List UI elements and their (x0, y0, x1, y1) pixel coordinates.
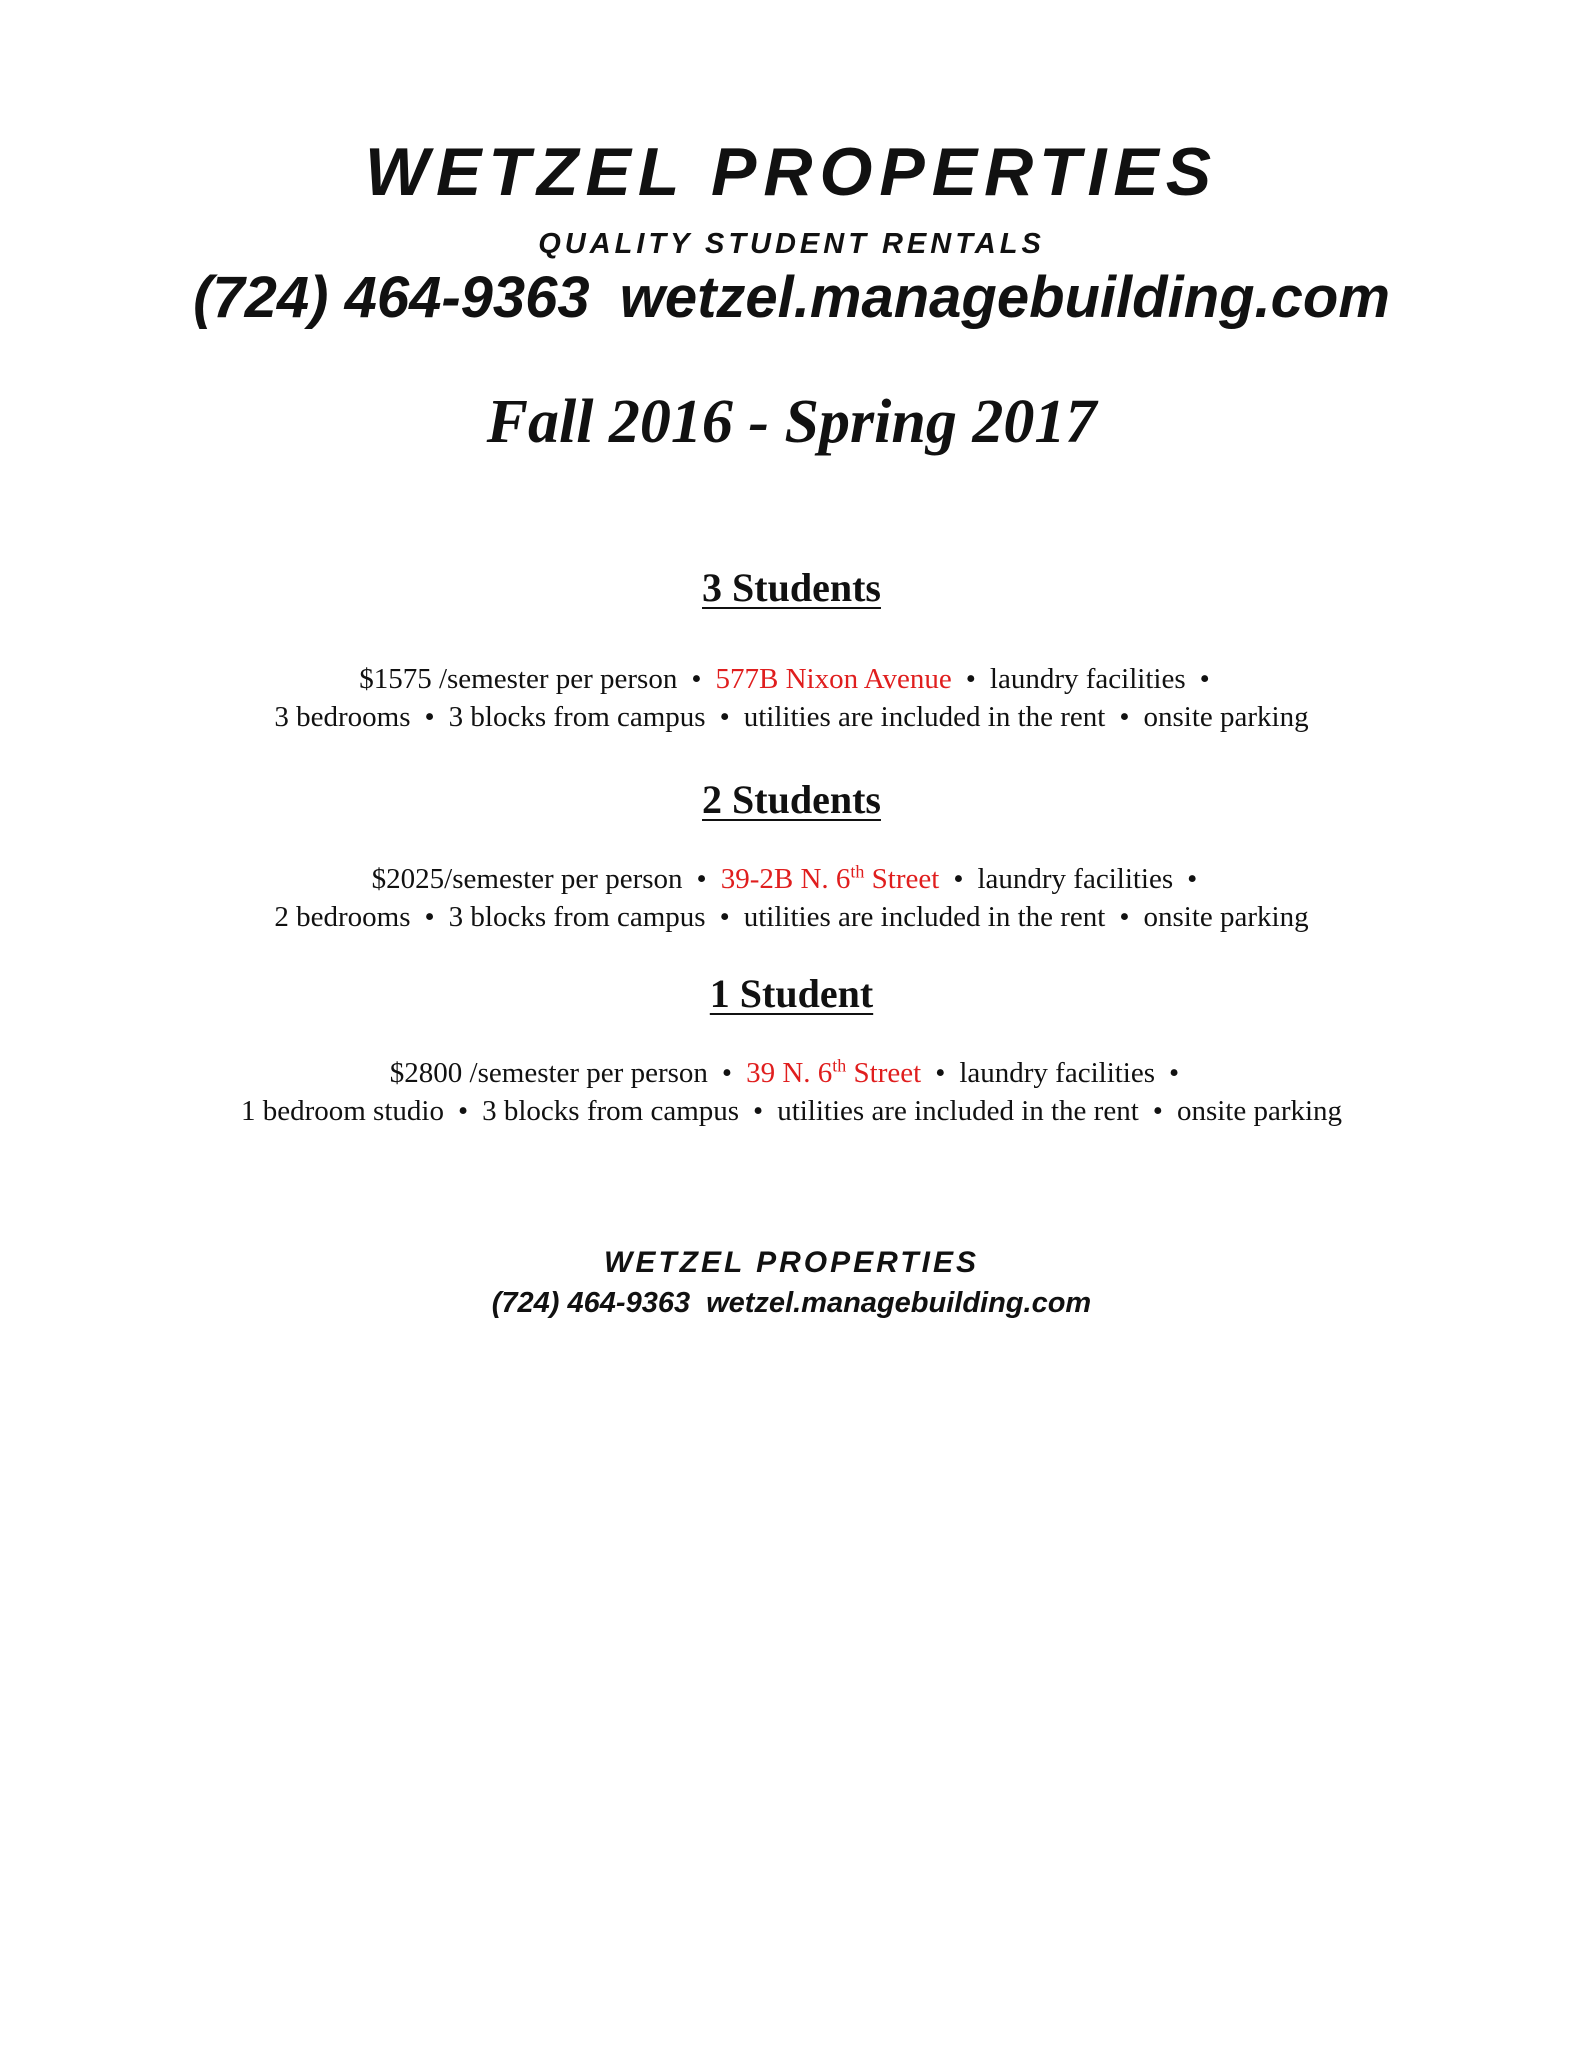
listing-heading: 1 Student (709, 971, 874, 1016)
parking: onsite parking (1176, 1095, 1343, 1127)
listing-line-1: $1575 /semester per person • 577B Nixon Avenue • laundry facilities • (359, 663, 1210, 695)
listing-line-2: 1 bedroom studio • 3 blocks from campus • utilities are included in the rent • onsite parking (240, 1095, 1343, 1127)
utilities: utilities are included in the rent (777, 1095, 1139, 1127)
utilities: utilities are included in the rent (743, 701, 1106, 733)
footer-contact-line (0, 1288, 1583, 1320)
address: 39 N. 6th Street (746, 1055, 922, 1089)
season-title: Fall 2016 - Spring 2017 (486, 388, 1097, 456)
parking: onsite parking (1143, 901, 1309, 933)
contact-line (0, 265, 1583, 330)
footer-phone: (724) 464-9363 (491, 1287, 691, 1319)
listing-line-1: $2800 /semester per person • 39 N. 6th Street • laundry facilities • (389, 1055, 1180, 1089)
distance: 3 blocks from campus (448, 901, 706, 933)
laundry: laundry facilities (989, 663, 1186, 695)
listing-line-2: 2 bedrooms • 3 blocks from campus • utilities are included in the rent • onsite parking (274, 901, 1309, 933)
bedrooms: 1 bedroom studio (240, 1095, 444, 1127)
price: $2025/semester per person (371, 863, 683, 895)
price: $2800 /semester per person (389, 1057, 708, 1089)
laundry: laundry facilities (977, 863, 1174, 895)
price: $1575 /semester per person (359, 663, 678, 695)
listing-line-1: $2025/semester per person • 39-2B N. 6th Street • laundry facilities • (371, 861, 1198, 895)
tagline: QUALITY STUDENT RENTALS (538, 228, 1045, 260)
company-name: WETZEL PROPERTIES (364, 134, 1219, 210)
bedrooms: 3 bedrooms (274, 701, 411, 733)
distance: 3 blocks from campus (482, 1095, 740, 1127)
footer-website: wetzel.managebuilding.com (706, 1287, 1092, 1319)
address: 39-2B N. 6th Street (720, 861, 940, 895)
website: wetzel.managebuilding.com (619, 265, 1390, 330)
address: 577B Nixon Avenue (715, 663, 952, 695)
footer-company-name: WETZEL PROPERTIES (604, 1246, 979, 1279)
listing-heading: 3 Students (702, 565, 881, 610)
listing-heading: 2 Students (702, 777, 881, 822)
phone-number: (724) 464-9363 (193, 265, 590, 330)
utilities: utilities are included in the rent (743, 901, 1106, 933)
parking: onsite parking (1143, 701, 1309, 733)
laundry: laundry facilities (959, 1057, 1156, 1089)
bedrooms: 2 bedrooms (274, 901, 411, 933)
listing-line-2: 3 bedrooms • 3 blocks from campus • utilities are included in the rent • onsite parking (274, 701, 1309, 733)
distance: 3 blocks from campus (448, 701, 706, 733)
